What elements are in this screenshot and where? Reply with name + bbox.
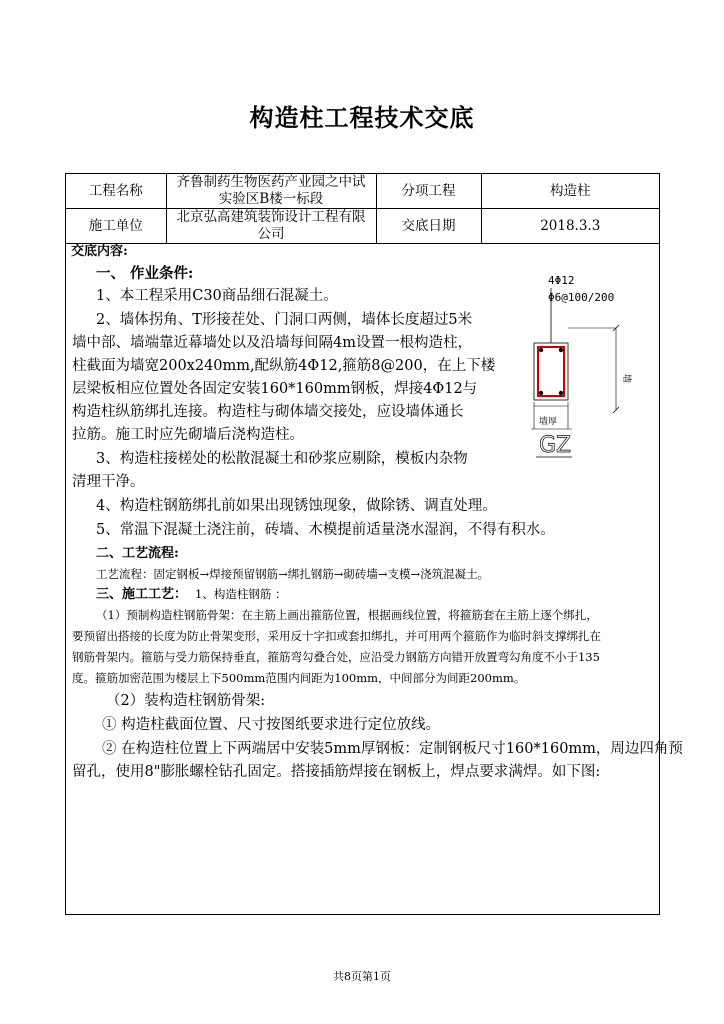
project-value: 齐鲁制药生物医药产业园之中试实验区B楼一标段 <box>166 174 376 209</box>
item-2-line5: 构造柱纵筋绑扎连接。构造柱与砌体墙交接处，应设墙体通长 <box>72 404 464 420</box>
stirrup-label: Φ6@100/200 <box>548 291 615 304</box>
info-table <box>66 174 659 244</box>
item-2-line3: 柱截面为墙宽200x240mm,配纵筋4Φ12,箍筋8@200，在上下楼 <box>72 358 496 374</box>
step2-item2-cont: 留孔，使用8"膨胀螺栓钻孔固定。搭接插筋焊接在钢板上，焊点要求满焊。如下图: <box>72 764 601 780</box>
width-label: 墙厚 <box>539 417 558 427</box>
section3-sub: 1、构造柱钢筋 ： <box>195 587 287 601</box>
date-label: 交底日期 <box>376 209 481 244</box>
unit-label: 施工单位 <box>66 209 166 244</box>
content-heading: 交底内容: <box>71 244 128 259</box>
section2-title: 二、工艺流程: <box>96 546 179 561</box>
date-value: 2018.3.3 <box>481 209 659 244</box>
step1-line1: （1）预制构造柱钢筋骨架：在主筋上画出箍筋位置，根据画线位置，将箍筋套在主筋上逐个绑扎， <box>96 608 598 622</box>
info-row-unit <box>66 209 659 244</box>
step1-line4: 度。箍筋加密范围为楼层上下500mm范围内间距为100mm，中间部分为间距200mm。 <box>72 671 526 685</box>
step2-item2: ② 在构造柱位置上下两端居中安装5mm厚钢板：定制钢板尺寸160*160mm，周边四角预 <box>102 741 683 757</box>
project-label: 工程名称 <box>66 174 166 209</box>
rebar-dot <box>539 391 543 395</box>
step2-title: （2）装构造柱钢筋骨架: <box>106 693 266 709</box>
item-1: 1、本工程采用C30商品细石混凝土。 <box>96 288 338 304</box>
sub-project-value: 构造柱 <box>481 174 659 209</box>
item-3-line2: 清理干净。 <box>72 474 145 490</box>
item-5: 5、常温下混凝土浇注前，砖墙、木模提前适量浇水湿润，不得有积水。 <box>96 522 555 538</box>
step1-line2: 要预留出搭接的长度为防止骨架变形，采用反十字扣或套扣绑扎，并可用两个箍筋作为临时斜支撑绑扎在 <box>72 629 601 643</box>
item-2-line6: 拉筋。施工时应先砌墙后浇构造柱。 <box>72 427 304 443</box>
rebar-dot <box>559 391 563 395</box>
item-4: 4、构造柱钢筋绑扎前如果出现锈蚀现象，做除锈、调直处理。 <box>96 498 497 514</box>
disclosure-form <box>65 173 683 915</box>
section3-title: 三、施工工艺： <box>96 587 188 602</box>
step2-item1: ① 构造柱截面位置、尺寸按图纸要求进行定位放线。 <box>102 717 441 733</box>
info-row-project <box>66 174 659 209</box>
process-flow: 工艺流程：固定钢板→焊接预留钢筋→绑扎钢筋→砌砖墙→支模→浇筑混凝土。 <box>96 567 490 581</box>
sub-project-label: 分项工程 <box>376 174 481 209</box>
section1-title: 一、 作业条件: <box>96 265 194 282</box>
rebar-dot <box>559 348 563 352</box>
step1-line3: 钢筋骨架内。箍筋与受力筋保持垂直，箍筋弯勾叠合处，应沿受力钢筋方向错开放置弯勾角度不小于135 <box>72 650 600 664</box>
rebar-main-label: 4Φ12 <box>548 274 575 287</box>
item-2-line2: 墙中部、墙端靠近幕墙处以及沿墙每间隔4m设置一根构造柱， <box>72 335 472 351</box>
column-outline <box>534 343 568 400</box>
section3-header <box>96 584 287 605</box>
item-3: 3、构造柱接槎处的松散混凝土和砂浆应剔除，模板内杂物 <box>96 451 468 467</box>
item-2-line4: 层梁板相应位置处各固定安装160*160mm钢板，焊接4Φ12与 <box>72 381 478 397</box>
gz-section-diagram <box>506 266 641 466</box>
unit-value: 北京弘高建筑装饰设计工程有限公司 <box>166 209 376 244</box>
column-name: GZ <box>539 433 572 458</box>
item-2: 2、墙体拐角、T形接茬处、门洞口两侧，墙体长度超过5米 <box>96 312 473 328</box>
depth-label: 墙 <box>621 374 631 384</box>
page-footer: 共8页第1页 <box>333 970 391 983</box>
rebar-dot <box>539 348 543 352</box>
document-title: 构造柱工程技术交底 <box>249 104 475 132</box>
